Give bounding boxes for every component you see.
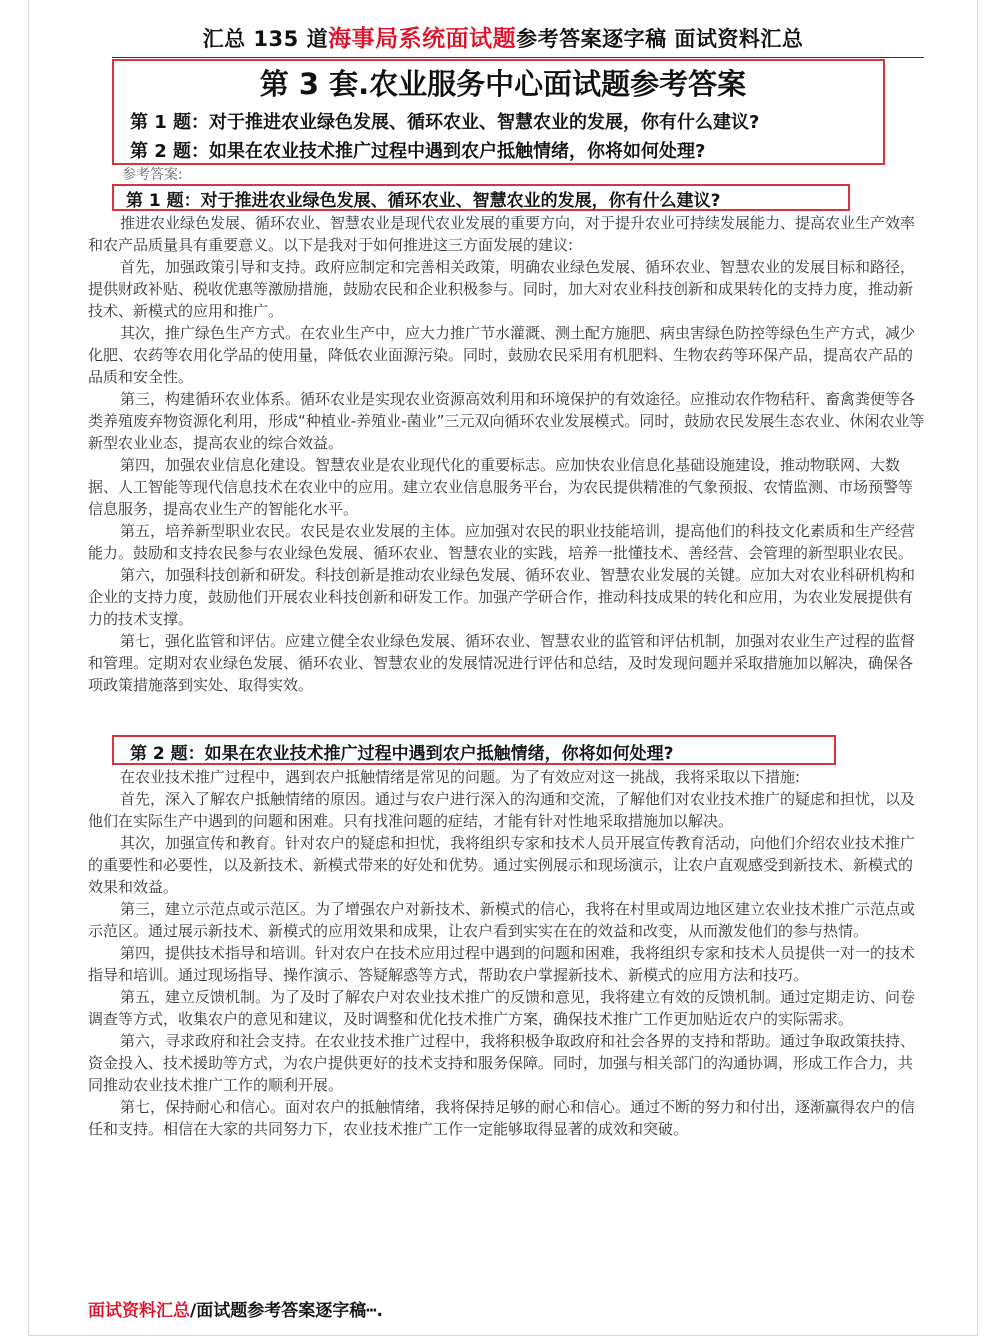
answer-paragraph: 首先，深入了解农户抵触情绪的原因。通过与农户进行深入的沟通和交流，了解他们对农业技术推广的疑虑和担忧，以及他们在实际生产中遇到的问题和困难。只有找准问题的症结，才能有针对性地采取措施加以解决。	[88, 790, 916, 830]
question-1-heading: 第 1 题：对于推进农业绿色发展、循环农业、智慧农业的发展，你有什么建议?	[126, 191, 721, 211]
answer-paragraph: 第五，培养新型职业农民。农民是农业发展的主体。应加强对农民的职业技能培训，提高他们的科技文化素质和生产经营能力。鼓励和支持农民参与农业绿色发展、循环农业、智慧农业的实践，培养一批懂技术、善经营、会管理的新型职业农民。	[88, 522, 916, 562]
reference-answer-label: 参考答案:	[122, 167, 183, 183]
question-2-heading: 第 2 题：如果在农业技术推广过程中遇到农户抵触情绪，你将如何处理?	[130, 744, 674, 764]
page-title: 第 3 套.农业服务中心面试题参考答案	[259, 67, 747, 101]
header-highlight: 海事局系统面试题	[328, 26, 517, 52]
header-prefix: 汇总 135 道	[202, 27, 329, 51]
footer-suffix: /面试题参考答案逐字稿┅.	[190, 1301, 383, 1321]
answer-paragraph: 第六，加强科技创新和研发。科技创新是推动农业绿色发展、循环农业、智慧农业发展的关键。应加大对农业科研机构和企业的支持力度，鼓励他们开展农业科技创新和研发工作。加强产学研合作，推动科技成果的转化和应用，为农业发展提供有力的技术支撑。	[88, 566, 916, 628]
answer-2-body	[88, 766, 926, 1140]
answer-paragraph: 第四，加强农业信息化建设。智慧农业是农业现代化的重要标志。应加快农业信息化基础设施建设，推动物联网、大数据、人工智能等现代信息技术在农业中的应用。建立农业信息服务平台，为农民提供精准的气象预报、农情监测、市场预警等信息服务，提高农业生产的智能化水平。	[88, 456, 914, 518]
header-rule	[112, 57, 924, 58]
answer-paragraph: 第五，建立反馈机制。为了及时了解农户对农业技术推广的反馈和意见，我将建立有效的反馈机制。通过定期走访、问卷调查等方式，收集农户的意见和建议，及时调整和优化技术推广方案，确保技术推广工作更加贴近农户的实际需求。	[88, 988, 916, 1028]
page-header	[0, 20, 1006, 53]
header-suffix: 参考答案逐字稿 面试资料汇总	[516, 27, 804, 51]
title-question-1: 第 1 题：对于推进农业绿色发展、循环农业、智慧农业的发展，你有什么建议?	[130, 112, 760, 133]
answer-1-body	[88, 212, 926, 696]
answer-paragraph: 推进农业绿色发展、循环农业、智慧农业是现代农业发展的重要方向，对于提升农业可持续发展能力、提高农业生产效率和农产品质量具有重要意义。以下是我对于如何推进这三方面发展的建议:	[88, 214, 916, 254]
answer-paragraph: 第七，保持耐心和信心。面对农户的抵触情绪，我将保持足够的耐心和信心。通过不断的努力和付出，逐渐赢得农户的信任和支持。相信在大家的共同努力下，农业技术推广工作一定能够取得显著的成效和突破。	[88, 1098, 916, 1138]
answer-paragraph: 第三，建立示范点或示范区。为了增强农户对新技术、新模式的信心，我将在村里或周边地区建立农业技术推广示范点或示范区。通过展示新技术、新模式的应用效果和成果，让农户看到实实在在的效益和改变，从而激发他们的参与热情。	[88, 900, 916, 940]
title-question-2: 第 2 题：如果在农业技术推广过程中遇到农户抵触情绪，你将如何处理?	[130, 141, 706, 162]
answer-paragraph: 第六，寻求政府和社会支持。在农业技术推广过程中，我将积极争取政府和社会各界的支持和帮助。通过争取政策扶持、资金投入、技术援助等方式，为农户提供更好的技术支持和服务保障。同时，加强与相关部门的沟通协调，形成工作合力，共同推动农业技术推广工作的顺利开展。	[88, 1032, 916, 1094]
answer-paragraph: 在农业技术推广过程中，遇到农户抵触情绪是常见的问题。为了有效应对这一挑战，我将采取以下措施:	[120, 768, 801, 786]
answer-paragraph: 其次，推广绿色生产方式。在农业生产中，应大力推广节水灌溉、测土配方施肥、病虫害绿色防控等绿色生产方式，减少化肥、农药等农用化学品的使用量，降低农业面源污染。同时，鼓励农民采用有机肥料、生物农药等环保产品，提高农产品的品质和安全性。	[88, 324, 916, 386]
footer-highlight: 面试资料汇总	[88, 1301, 190, 1321]
answer-paragraph: 其次，加强宣传和教育。针对农户的疑虑和担忧，我将组织专家和技术人员开展宣传教育活动，向他们介绍农业技术推广的重要性和必要性，以及新技术、新模式带来的好处和优势。通过实例展示和现场演示，让农户直观感受到新技术、新模式的效果和效益。	[88, 834, 916, 896]
answer-paragraph: 第四，提供技术指导和培训。针对农户在技术应用过程中遇到的问题和困难，我将组织专家和技术人员提供一对一的技术指导和培训。通过现场指导、操作演示、答疑解惑等方式，帮助农户掌握新技术、新模式的应用方法和技巧。	[88, 944, 916, 984]
answer-paragraph: 首先，加强政策引导和支持。政府应制定和完善相关政策，明确农业绿色发展、循环农业、智慧农业的发展目标和路径，提供财政补贴、税收优惠等激励措施，鼓励农民和企业积极参与。同时，加大对农业科技创新和成果转化的支持力度，推动新技术、新模式的应用和推广。	[88, 258, 916, 320]
answer-paragraph: 第七，强化监管和评估。应建立健全农业绿色发展、循环农业、智慧农业的监管和评估机制，加强对农业生产过程的监督和管理。定期对农业绿色发展、循环农业、智慧农业的发展情况进行评估和总结，及时发现问题并采取措施加以解决，确保各项政策措施落到实处、取得实效。	[88, 632, 916, 694]
page-footer	[88, 1296, 383, 1321]
answer-paragraph: 第三，构建循环农业体系。循环农业是实现农业资源高效利用和环境保护的有效途径。应推动农作物秸秆、畜禽粪便等各类养殖废弃物资源化利用，形成“种植业-养殖业-菌业”三元双向循环农业发展模式。同时，鼓励农民发展生态农业、休闲农业等新型农业业态，提高农业的综合效益。	[88, 390, 925, 452]
